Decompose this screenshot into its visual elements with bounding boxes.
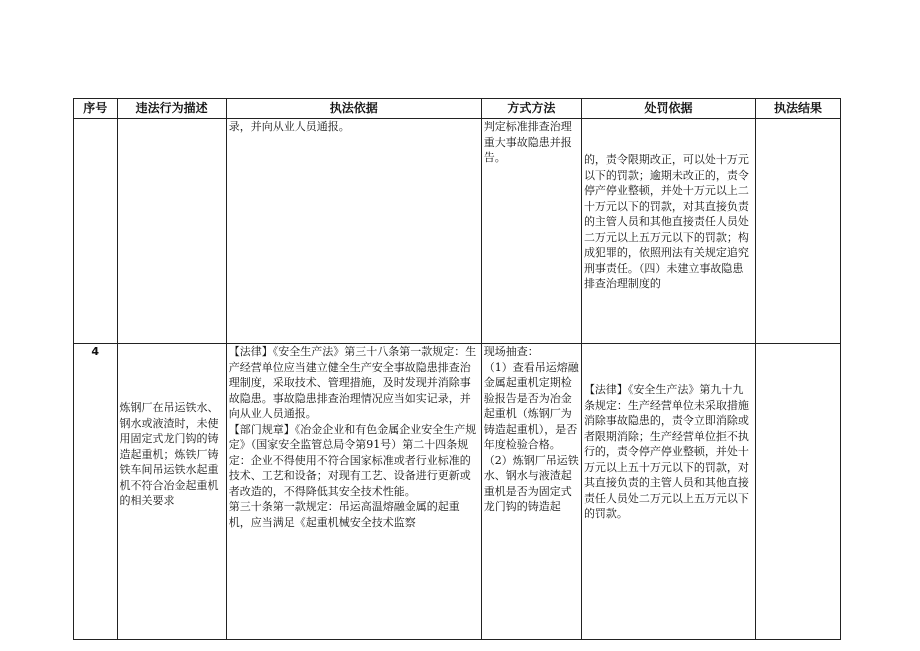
row2-method (481, 344, 581, 640)
row2-penalty: 【法律】《安全生产法》第九十九条规定：生产经营单位未采取措施消除事故隐患的，责令立即消除或者限期消除；生产经营单位拒不执行的，责令停产停业整顿，并处十万元以上五十万元以下的罚款，对其直接负责的主管人员和其他直接责任人员处二万元以上五万元以下的罚款。 (581, 344, 755, 640)
row2-seq: 4 (74, 344, 118, 640)
row1-description (117, 119, 226, 344)
table-row (74, 119, 841, 344)
row1-penalty: 的，责令限期改正，可以处十万元以下的罚款；逾期未改正的，责令停产停业整顿，并处十万元以上二十万元以下的罚款，对其直接负责的主管人员和其他直接责任人员处二万元以上五万元以下的罚款；构成犯罪的，依照刑法有关规定追究刑事责任。（四）未建立事故隐患排查治理制度的 (581, 119, 755, 344)
row1-result (755, 119, 840, 344)
header-penalty-basis: 处罚依据 (581, 99, 755, 119)
method-step-2: （2）炼钢厂吊运铁水、钢水与液渣起重机是否为固定式龙门钩的铸造起 (483, 453, 579, 513)
row1-basis: 录，并向从业人员通报。 (226, 119, 481, 344)
basis-paragraph-regulation: 【部门规章】《冶金企业和有色金属企业安全生产规定》（国家安全监管总局令第91号）第二十四条规定：企业不得使用不符合国家标准或者行业标准的技术、工艺和设备；对现有工艺、设备进行更新或者改造的，不得降低其安全技术性能。 (228, 422, 477, 498)
row2-basis (226, 344, 481, 640)
header-result: 执法结果 (755, 99, 840, 119)
row1-seq (74, 119, 118, 344)
row2-description: 炼钢厂在吊运铁水、钢水或液渣时，未使用固定式龙门钩的铸造起重机；炼铁厂铸铁车间吊运铁水起重机不符合冶金起重机的相关要求 (117, 344, 226, 640)
row1-method: 判定标准排查治理重大事故隐患并报告。 (481, 119, 581, 344)
enforcement-table (73, 98, 841, 640)
header-row (74, 99, 841, 119)
header-enforcement-basis: 执法依据 (226, 99, 481, 119)
method-step-1: （1）查看吊运熔融金属起重机定期检验报告是否为冶金起重机（炼钢厂为铸造起重机），是否年度检验合格。 (483, 360, 579, 451)
header-violation-description: 违法行为描述 (117, 99, 226, 119)
header-seq: 序号 (74, 99, 118, 119)
basis-paragraph-law: 【法律】《安全生产法》第三十八条第一款规定：生产经营单位应当建立健全生产安全事故隐患排查治理制度，采取技术、管理措施，及时发现并消除事故隐患。事故隐患排查治理情况应当如实记录，并向从业人员通报。 (228, 345, 477, 420)
table-row (74, 344, 841, 640)
basis-paragraph-article30: 第三十条第一款规定：吊运高温熔融金属的起重机，应当满足《起重机械安全技术监察 (228, 500, 460, 529)
row2-result (755, 344, 840, 640)
method-intro: 现场抽查： (483, 345, 539, 358)
header-method: 方式方法 (481, 99, 581, 119)
